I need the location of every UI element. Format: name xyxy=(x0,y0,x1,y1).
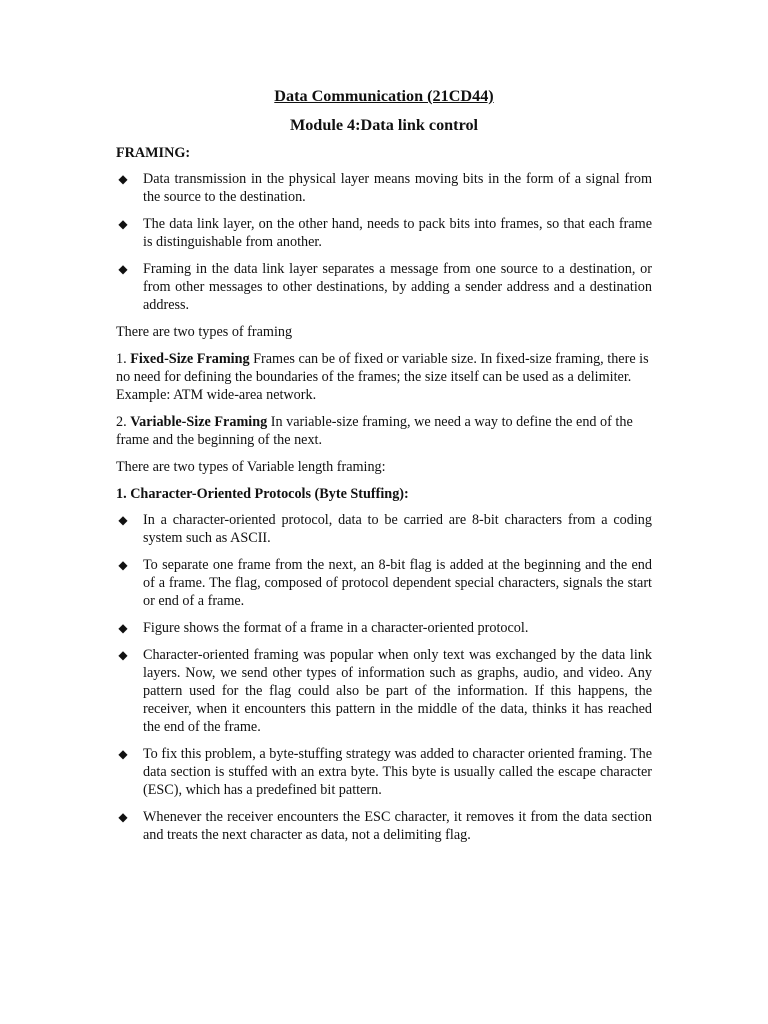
character-oriented-bullet-text: To fix this problem, a byte-stuffing strategy was added to character oriented framing. The data section is stuffed with an extra byte. This byte is usually called the escape character (ESC), which has a predefined bit pattern. xyxy=(143,746,652,798)
variable-types-intro: There are two types of Variable length framing: xyxy=(116,459,386,475)
diamond-bullet-icon: ◆ xyxy=(118,558,128,572)
diamond-bullet-icon: ◆ xyxy=(118,648,128,662)
module-title: Module 4:Data link control xyxy=(289,116,479,134)
diamond-bullet-icon: ◆ xyxy=(118,217,128,231)
character-oriented-bullet xyxy=(116,511,652,547)
character-oriented-bullet-list xyxy=(116,511,652,844)
document-page xyxy=(116,86,652,853)
character-oriented-bullet xyxy=(116,619,652,637)
character-oriented-heading: 1. Character-Oriented Protocols (Byte Stuffing): xyxy=(116,486,409,502)
variable-number: 2. xyxy=(116,414,131,430)
fixed-size-framing-text: Frames can be of fixed or variable size. In fixed-size framing, there is no need for defining the boundaries of the frames; the size itself can be used as a delimiter. Example: ATM wide-area network. xyxy=(116,351,649,403)
variable-size-framing-paragraph xyxy=(116,413,652,449)
framing-bullet-text: The data link layer, on the other hand, needs to pack bits into frames, so that each frame is distinguishable from another. xyxy=(143,216,652,250)
variable-size-framing-text: In variable-size framing, we need a way to define the end of the frame and the beginning of the next. xyxy=(116,414,633,448)
framing-bullet xyxy=(116,170,652,206)
diamond-bullet-icon: ◆ xyxy=(118,513,128,527)
fixed-size-framing-term: Fixed-Size Framing xyxy=(130,351,250,367)
character-oriented-bullet-text: Whenever the receiver encounters the ESC character, it removes it from the data section and treats the next character as data, not a delimiting flag. xyxy=(143,809,652,843)
character-oriented-bullet-text: Figure shows the format of a frame in a character-oriented protocol. xyxy=(143,620,529,636)
variable-size-framing-term: Variable-Size Framing xyxy=(130,414,268,430)
fixed-size-framing-paragraph xyxy=(116,350,652,404)
framing-heading: FRAMING: xyxy=(116,145,191,161)
framing-bullet xyxy=(116,215,652,251)
character-oriented-bullet xyxy=(116,646,652,736)
character-oriented-bullet xyxy=(116,745,652,799)
diamond-bullet-icon: ◆ xyxy=(118,747,128,761)
fixed-number: 1. xyxy=(116,351,131,367)
framing-bullet-text: Framing in the data link layer separates a message from one source to a destination, or from other messages to other destinations, by adding a sender address and a destination address. xyxy=(143,261,652,313)
framing-types-intro: There are two types of framing xyxy=(116,324,293,340)
diamond-bullet-icon: ◆ xyxy=(118,810,128,824)
character-oriented-bullet xyxy=(116,808,652,844)
framing-bullet-text: Data transmission in the physical layer means moving bits in the form of a signal from the source to the destination. xyxy=(143,171,652,205)
character-oriented-bullet-text: In a character-oriented protocol, data to be carried are 8-bit characters from a coding system such as ASCII. xyxy=(143,512,652,546)
diamond-bullet-icon: ◆ xyxy=(118,262,128,276)
diamond-bullet-icon: ◆ xyxy=(118,621,128,635)
character-oriented-bullet xyxy=(116,556,652,610)
framing-bullet-list xyxy=(116,170,652,314)
document-title-text: Data Communication (21CD44) xyxy=(274,87,494,105)
document-title xyxy=(116,86,652,106)
character-oriented-bullet-text: To separate one frame from the next, an 8-bit flag is added at the beginning and the end of a frame. The flag, composed of protocol dependent special characters, signals the start or end of a frame. xyxy=(143,557,652,609)
framing-bullet xyxy=(116,260,652,314)
diamond-bullet-icon: ◆ xyxy=(118,172,128,186)
character-oriented-bullet-text: Character-oriented framing was popular when only text was exchanged by the data link layers. Now, we send other types of information such as graphs, audio, and video. Any pattern used for the flag could also be part of the information. If this happens, the receiver, when it encounters this pattern in the middle of the data, thinks it has reached the end of the frame. xyxy=(143,647,652,735)
